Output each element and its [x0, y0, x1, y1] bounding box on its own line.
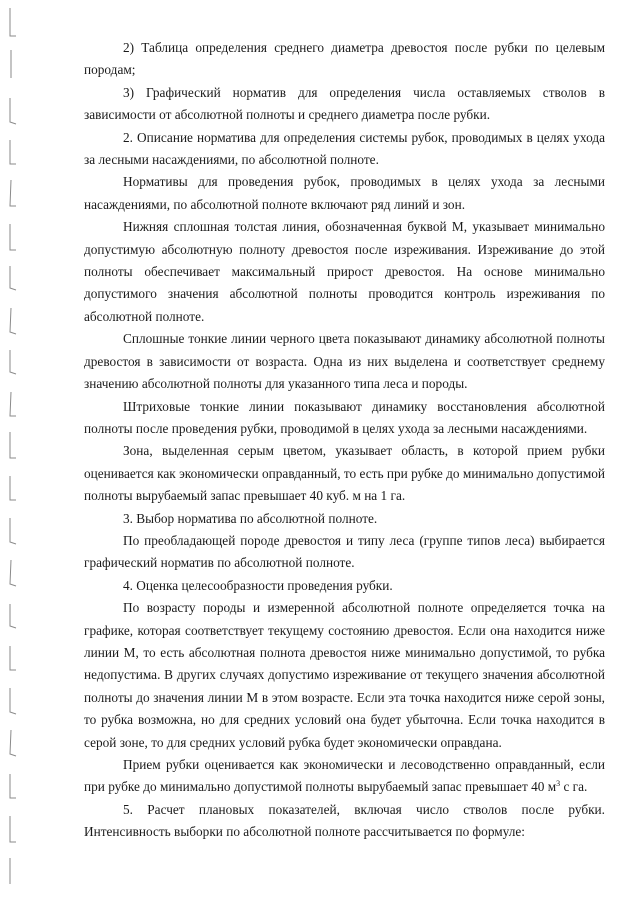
section-heading-feasibility: 4. Оценка целесообразности проведения рубки.: [123, 577, 393, 593]
document-body: [84, 37, 605, 844]
paragraph-gray-zone: Зона, выделенная серым цветом, указывает область, в которой прием рубки оценивается как экономически оправданный, то есть при рубке до минимально допустимой полноты вырубаемый запас превышает 40 куб. м на 1 га.: [84, 443, 605, 504]
paragraph-norms-lines-zones: Нормативы для проведения рубок, проводимых в целях ухода за лесными насаждениями, по абсолютной полноте включают ряд линий и зон.: [84, 174, 605, 212]
paragraph-feasibility: По возрасту породы и измеренной абсолютной полноте определяется точка на графике, которая соответствует текущему состоянию древостоя. Если она находится ниже линии М, то есть абсолютная полнота древостоя ниже минимально допустимой, то рубка недопустима. В других случаях допустимо изреживание от текущего значения абсолютной полноты до значения линии М в этом возрасте. Если эта точка находится ниже серой зоны, то рубка возможна, но для средних условий она будет убыточна. Если точка находится в серой зоне, то для средних условий рубка будет экономически оправдана.: [84, 600, 605, 750]
list-item-graph-norm: 3) Графический норматив для определения числа оставляемых стволов в зависимости от абсолютной полноты и среднего диаметра после рубки.: [84, 84, 605, 123]
binding-marks: [0, 0, 24, 905]
paragraph-line-m: Нижняя сплошная толстая линия, обозначенная буквой М, указывает минимально допустимую абсолютную полноту древостоя после изреживания. Изреживание до этой полноты обеспечивает максимальный прирост древостоя. На основе минимально допустимого значения абсолютной полноты проводится контроль изреживания по абсолютной полноте.: [84, 219, 605, 324]
section-heading-norm-description: 2. Описание норматива для определения системы рубок, проводимых в целях ухода за лесными насаждениями, по абсолютной полноте.: [84, 129, 605, 168]
paragraph-dashed-lines: Штриховые тонкие линии показывают динамику восстановления абсолютной полноты после проведения рубки, проводимой в целях ухода за лесными насаждениями.: [84, 398, 605, 436]
paragraph-norm-selection: По преобладающей породе древостоя и типу леса (группе типов леса) выбирается графический норматив по абсолютной полноте.: [84, 532, 605, 571]
list-item-table-diameter: 2) Таблица определения среднего диаметра древостоя после рубки по целевым породам;: [84, 40, 605, 78]
superscript-3: 3: [556, 779, 561, 789]
section-heading-planned-indicators: 5. Расчет плановых показателей, включая число стволов после рубки. Интенсивность выборки по абсолютной полноте рассчитывается по формуле:: [84, 801, 605, 840]
paragraph-economic-criterion: [84, 754, 605, 799]
criterion-tail: с га.: [560, 779, 588, 795]
paragraph-solid-thin-lines: Сплошные тонкие линии черного цвета показывают динамику абсолютной полноты древостоя в зависимости от возраста. Одна из них выделена и соответствует среднему значению абсолютной полноты для указанного типа леса и породы.: [84, 331, 605, 392]
criterion-text: Прием рубки оценивается как экономически и лесоводственно оправданный, если при рубке до минимально допустимой полноты вырубаемый запас превышает 40 м: [84, 757, 605, 795]
section-heading-norm-selection: 3. Выбор норматива по абсолютной полноте.: [123, 510, 378, 526]
